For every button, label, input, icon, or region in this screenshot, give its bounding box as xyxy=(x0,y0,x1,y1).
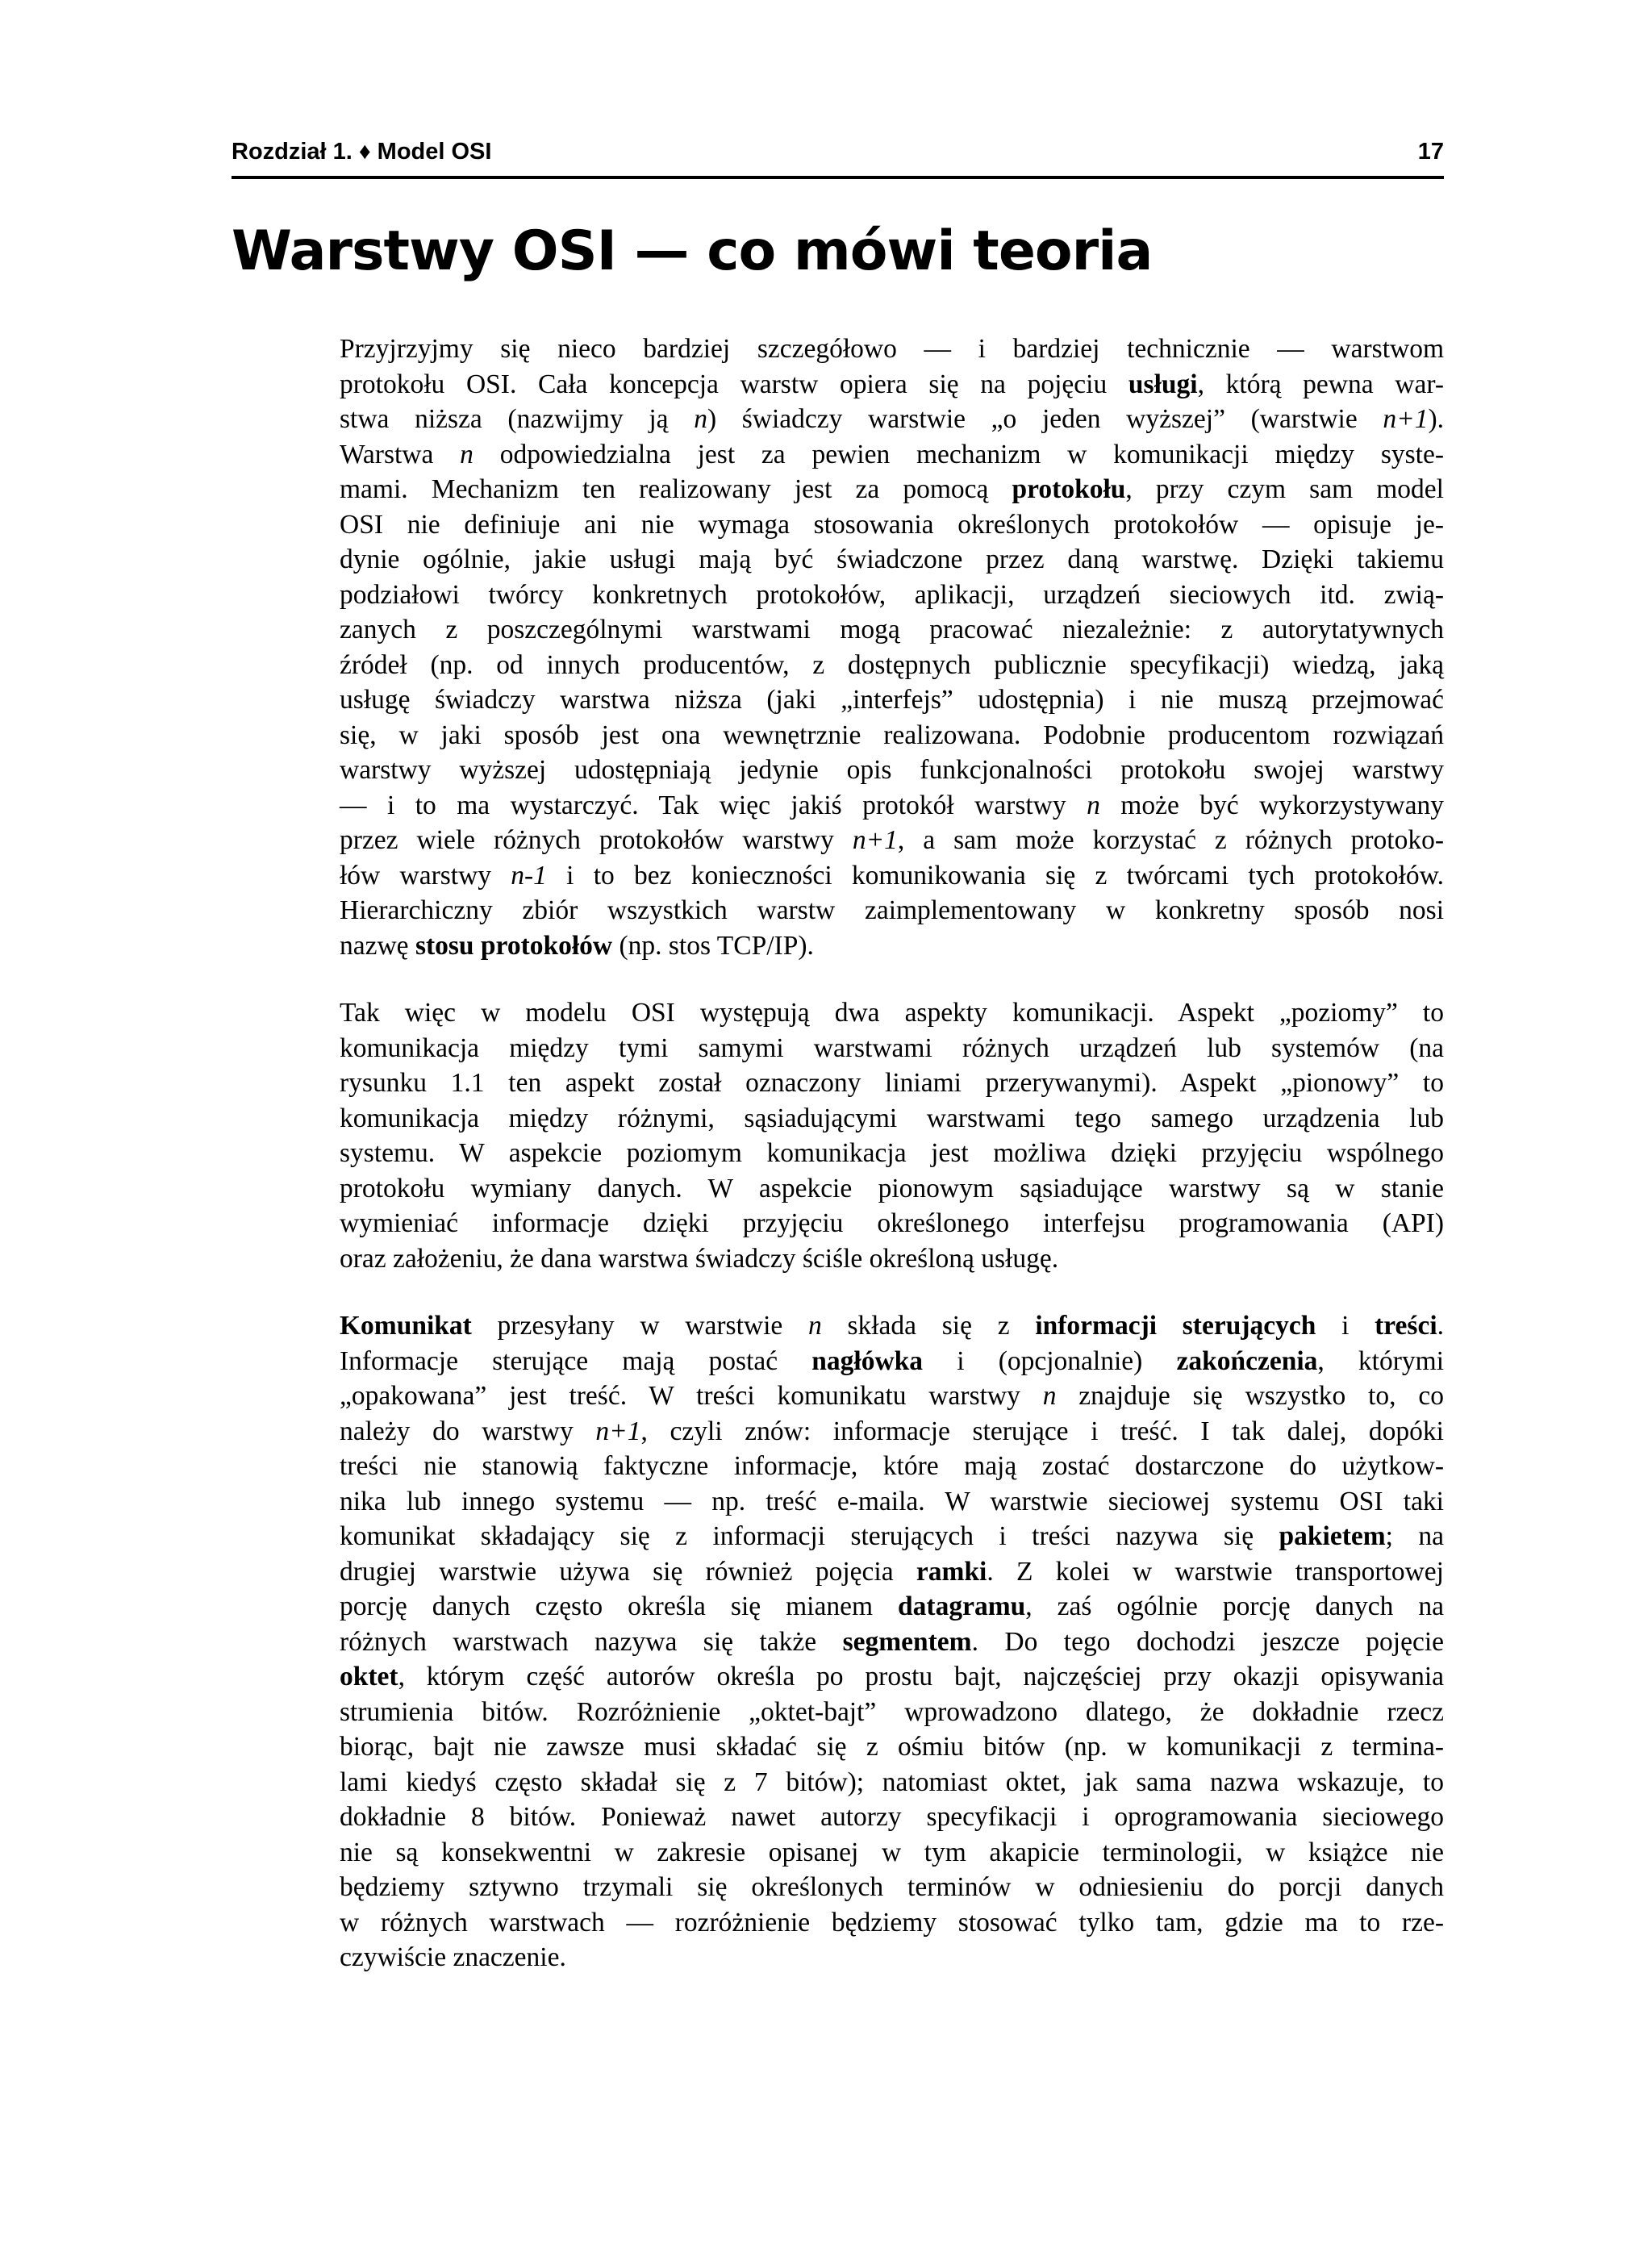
text-run: , przy czym sam model xyxy=(1125,474,1444,504)
text-run: OSI nie definiuje ani nie wymaga stosowania określonych protokołów — opisuje je- xyxy=(340,509,1444,540)
italic-term: n xyxy=(460,439,473,469)
text-run: znajduje się wszystko to, co xyxy=(1056,1381,1445,1411)
text-run: rysunku 1.1 ten aspekt został oznaczony liniami przerywanymi). Aspekt „pionowy” to xyxy=(340,1068,1444,1098)
text-run: nazwę xyxy=(340,930,415,961)
header-left xyxy=(232,139,491,165)
text-line xyxy=(340,1870,1444,1905)
text-line xyxy=(340,1835,1444,1871)
text-line xyxy=(340,1066,1444,1101)
text-line xyxy=(340,928,1444,964)
text-run: stwa niższa (nazwijmy ją xyxy=(340,404,695,434)
text-run: drugiej warstwie używa się również pojęcia xyxy=(340,1556,916,1587)
italic-term: n xyxy=(1042,1381,1057,1411)
text-run: wymieniać informacje dzięki przyjęciu określonego interfejsu programowania (API) xyxy=(340,1208,1444,1238)
text-line xyxy=(340,788,1444,824)
section-label: Model OSI xyxy=(377,139,492,165)
text-line xyxy=(340,1765,1444,1800)
text-run: „opakowana” jest treść. W treści komunikatu warstwy xyxy=(340,1381,1043,1411)
text-line xyxy=(340,1940,1444,1975)
text-run: , czyli znów: informacje sterujące i treść. I tak dalej, dopóki xyxy=(640,1416,1444,1446)
text-run: lami kiedyś często składał się z 7 bitów); natomiast oktet, jak sama nazwa wskazuje, to xyxy=(340,1767,1444,1797)
bold-term: informacji sterujących xyxy=(1035,1311,1316,1341)
text-run: dokładnie 8 bitów. Ponieważ nawet autorzy specyfikacji i oprogramowania sieciowego xyxy=(340,1802,1444,1832)
text-line xyxy=(340,1625,1444,1660)
body-text xyxy=(340,332,1444,2008)
text-line xyxy=(340,1519,1444,1554)
bold-term: ramki xyxy=(916,1556,987,1587)
text-run: , którym część autorów określa po prostu bajt, najczęściej przy okazji opisywania xyxy=(398,1662,1444,1691)
text-run: , którą pewna war- xyxy=(1197,369,1445,399)
diamond-icon: ♦ xyxy=(358,139,371,165)
text-run: usługę świadczy warstwa niższa (jaki „interfejs” udostępnia) i nie muszą przejmować xyxy=(340,685,1444,715)
text-line xyxy=(340,1379,1444,1414)
bold-term: segmentem xyxy=(842,1626,972,1657)
text-line xyxy=(340,402,1444,437)
text-run: będziemy sztywno trzymali się określonych terminów w odniesieniu do porcji danych xyxy=(340,1872,1444,1902)
italic-term: n+1 xyxy=(1383,404,1429,434)
text-run: w różnych warstwach — rozróżnienie będziemy stosować tylko tam, gdzie ma to rze- xyxy=(340,1907,1444,1938)
text-run: . Do tego dochodzi jeszcze pojęcie xyxy=(971,1626,1445,1657)
bold-term: zakończenia xyxy=(1176,1345,1318,1376)
text-run: podziałowi twórcy konkretnych protokołów, aplikacji, urządzeń sieciowych itd. zwią- xyxy=(340,579,1444,610)
bold-term: datagramu xyxy=(898,1591,1026,1621)
bold-term: protokołu xyxy=(1012,474,1126,504)
text-line xyxy=(340,1308,1444,1344)
text-run: , a sam może korzystać z różnych protoko- xyxy=(897,825,1444,855)
text-run: mami. Mechanizm ten realizowany jest za pomocą xyxy=(340,474,1012,504)
text-run: — i to ma wystarczyć. Tak więc jakiś protokół warstwy xyxy=(340,790,1087,820)
text-run: odpowiedzialna jest za pewien mechanizm w komunikacji między syste- xyxy=(473,439,1444,469)
text-run: ) świadczy warstwie „o jeden wyższej” (warstwie xyxy=(707,404,1383,434)
text-run: czywiście znaczenie. xyxy=(340,1942,566,1972)
text-run: (np. stos TCP/IP). xyxy=(612,930,814,961)
bold-term: stosu protokołów xyxy=(415,930,613,961)
text-run: się, w jaki sposób jest ona wewnętrznie realizowana. Podobnie producentom rozwiązań xyxy=(340,720,1444,750)
text-line xyxy=(340,893,1444,928)
paragraph xyxy=(340,332,1444,963)
text-run: zanych z poszczególnymi warstwami mogą pracować niezależnie: z autorytatywnych xyxy=(340,615,1444,644)
text-run: Przyjrzyjmy się nieco bardziej szczegółowo — i bardziej technicznie — warstwom xyxy=(340,334,1444,364)
running-header xyxy=(232,136,1444,179)
text-run: Informacje sterujące mają postać xyxy=(340,1345,812,1376)
text-line xyxy=(340,1800,1444,1835)
text-line xyxy=(340,1031,1444,1066)
italic-term: n xyxy=(807,1311,822,1341)
text-line xyxy=(340,682,1444,718)
text-line xyxy=(340,472,1444,507)
text-run: strumienia bitów. Rozróżnienie „oktet-bajt” wprowadzono dlatego, że dokładnie rzecz xyxy=(340,1696,1444,1727)
text-run: źródeł (np. od innych producentów, z dostępnych publicznie specyfikacji) wiedzą, jaką xyxy=(340,649,1444,680)
text-run: oraz założeniu, że dana warstwa świadczy ściśle określoną usługę. xyxy=(340,1243,1059,1274)
text-line xyxy=(340,1484,1444,1520)
text-line xyxy=(340,1905,1444,1941)
text-run: porcję danych często określa się mianem xyxy=(340,1591,899,1621)
text-run: , zaś ogólnie porcję danych na xyxy=(1025,1591,1444,1621)
text-line xyxy=(340,753,1444,788)
text-run: protokołu OSI. Cała koncepcja warstw opiera się na pojęciu xyxy=(340,369,1128,399)
text-run: nie są konsekwentni w zakresie opisanej w tym akapicie terminologii, w książce nie xyxy=(340,1837,1444,1867)
text-line xyxy=(340,1659,1444,1695)
text-line xyxy=(340,612,1444,648)
text-line xyxy=(340,1589,1444,1625)
text-line xyxy=(340,995,1444,1031)
text-run: nika lub innego systemu — np. treść e-maila. W warstwie sieciowej systemu OSI taki xyxy=(340,1486,1444,1516)
text-line xyxy=(340,1449,1444,1484)
italic-term: n xyxy=(1087,790,1100,820)
text-line xyxy=(340,823,1444,858)
text-line xyxy=(340,578,1444,613)
italic-term: n+1 xyxy=(852,825,898,855)
text-line xyxy=(340,1414,1444,1450)
paragraph xyxy=(340,1308,1444,1975)
text-run: komunikacja między różnymi, sąsiadującymi warstwami tego samego urządzenia lub xyxy=(340,1103,1444,1133)
text-line xyxy=(340,1206,1444,1241)
text-run: Tak więc w modelu OSI występują dwa aspekty komunikacji. Aspekt „poziomy” to xyxy=(340,998,1444,1028)
italic-term: n-1 xyxy=(511,860,547,891)
text-line xyxy=(340,437,1444,473)
bold-term: treści xyxy=(1375,1311,1437,1341)
text-run: i to bez konieczności komunikowania się z twórcami tych protokołów. xyxy=(546,860,1444,891)
text-line xyxy=(340,1241,1444,1277)
text-line xyxy=(340,542,1444,578)
text-run: przesyłany w warstwie xyxy=(471,1311,808,1341)
text-run: komunikacja między tymi samymi warstwami różnych urządzeń lub systemów (na xyxy=(340,1032,1444,1063)
text-line xyxy=(340,858,1444,894)
page-number: 17 xyxy=(1417,139,1444,165)
text-run: protokołu wymiany danych. W aspekcie pionowym sąsiadujące warstwy są w stanie xyxy=(340,1173,1444,1203)
text-line xyxy=(340,1695,1444,1730)
text-line xyxy=(340,1136,1444,1171)
bold-term: oktet xyxy=(340,1662,398,1691)
text-run: . Z kolei w warstwie transportowej xyxy=(987,1556,1444,1587)
paragraph xyxy=(340,995,1444,1276)
text-run: , którymi xyxy=(1317,1345,1445,1376)
text-line xyxy=(340,1729,1444,1765)
text-line xyxy=(340,1171,1444,1207)
text-run: warstwy wyższej udostępniają jedynie opis funkcjonalności protokołu swojej warstwy xyxy=(340,755,1444,785)
text-run: łów warstwy xyxy=(340,860,511,891)
text-run: treści nie stanowią faktyczne informacje, które mają zostać dostarczone do użytkow- xyxy=(340,1451,1444,1481)
text-run: należy do warstwy xyxy=(340,1416,596,1446)
text-line xyxy=(340,1344,1444,1379)
bold-term: usługi xyxy=(1128,369,1198,399)
text-line xyxy=(340,1101,1444,1137)
bold-term: Komunikat xyxy=(340,1311,472,1341)
text-run: i (opcjonalnie) xyxy=(923,1345,1177,1376)
text-run: różnych warstwach nazywa się także xyxy=(340,1626,843,1657)
text-run: składa się z xyxy=(821,1311,1036,1341)
text-line xyxy=(340,367,1444,403)
text-line xyxy=(340,718,1444,753)
text-line xyxy=(340,332,1444,367)
text-run: ). xyxy=(1428,404,1444,434)
chapter-label: Rozdział 1. xyxy=(232,139,353,165)
text-run: biorąc, bajt nie zawsze musi składać się z ośmiu bitów (np. w komunikacji z termina- xyxy=(340,1732,1444,1762)
text-run: może być wykorzystywany xyxy=(1099,790,1444,820)
bold-term: pakietem xyxy=(1279,1521,1386,1551)
text-line xyxy=(340,648,1444,683)
text-run: przez wiele różnych protokołów warstwy xyxy=(340,825,853,855)
bold-term: nagłówka xyxy=(811,1345,924,1376)
italic-term: n+1 xyxy=(595,1416,641,1446)
text-run: Hierarchiczny zbiór wszystkich warstw zaimplementowany w konkretny sposób nosi xyxy=(340,895,1444,925)
italic-term: n xyxy=(694,404,707,434)
text-run: dynie ogólnie, jakie usługi mają być świadczone przez daną warstwę. Dzięki takiemu xyxy=(340,544,1444,574)
text-line xyxy=(340,507,1444,543)
section-title: Warstwy OSI — co mówi teoria xyxy=(232,219,1153,283)
text-run: systemu. W aspekcie poziomym komunikacja jest możliwa dzięki przyjęciu wspólnego xyxy=(340,1138,1444,1168)
text-line xyxy=(340,1554,1444,1590)
text-run: Warstwa xyxy=(340,439,461,469)
text-run: . xyxy=(1437,1311,1445,1341)
text-run: ; na xyxy=(1385,1521,1444,1551)
text-run: i xyxy=(1316,1311,1375,1341)
text-run: komunikat składający się z informacji sterujących i treści nazywa się xyxy=(340,1521,1279,1551)
